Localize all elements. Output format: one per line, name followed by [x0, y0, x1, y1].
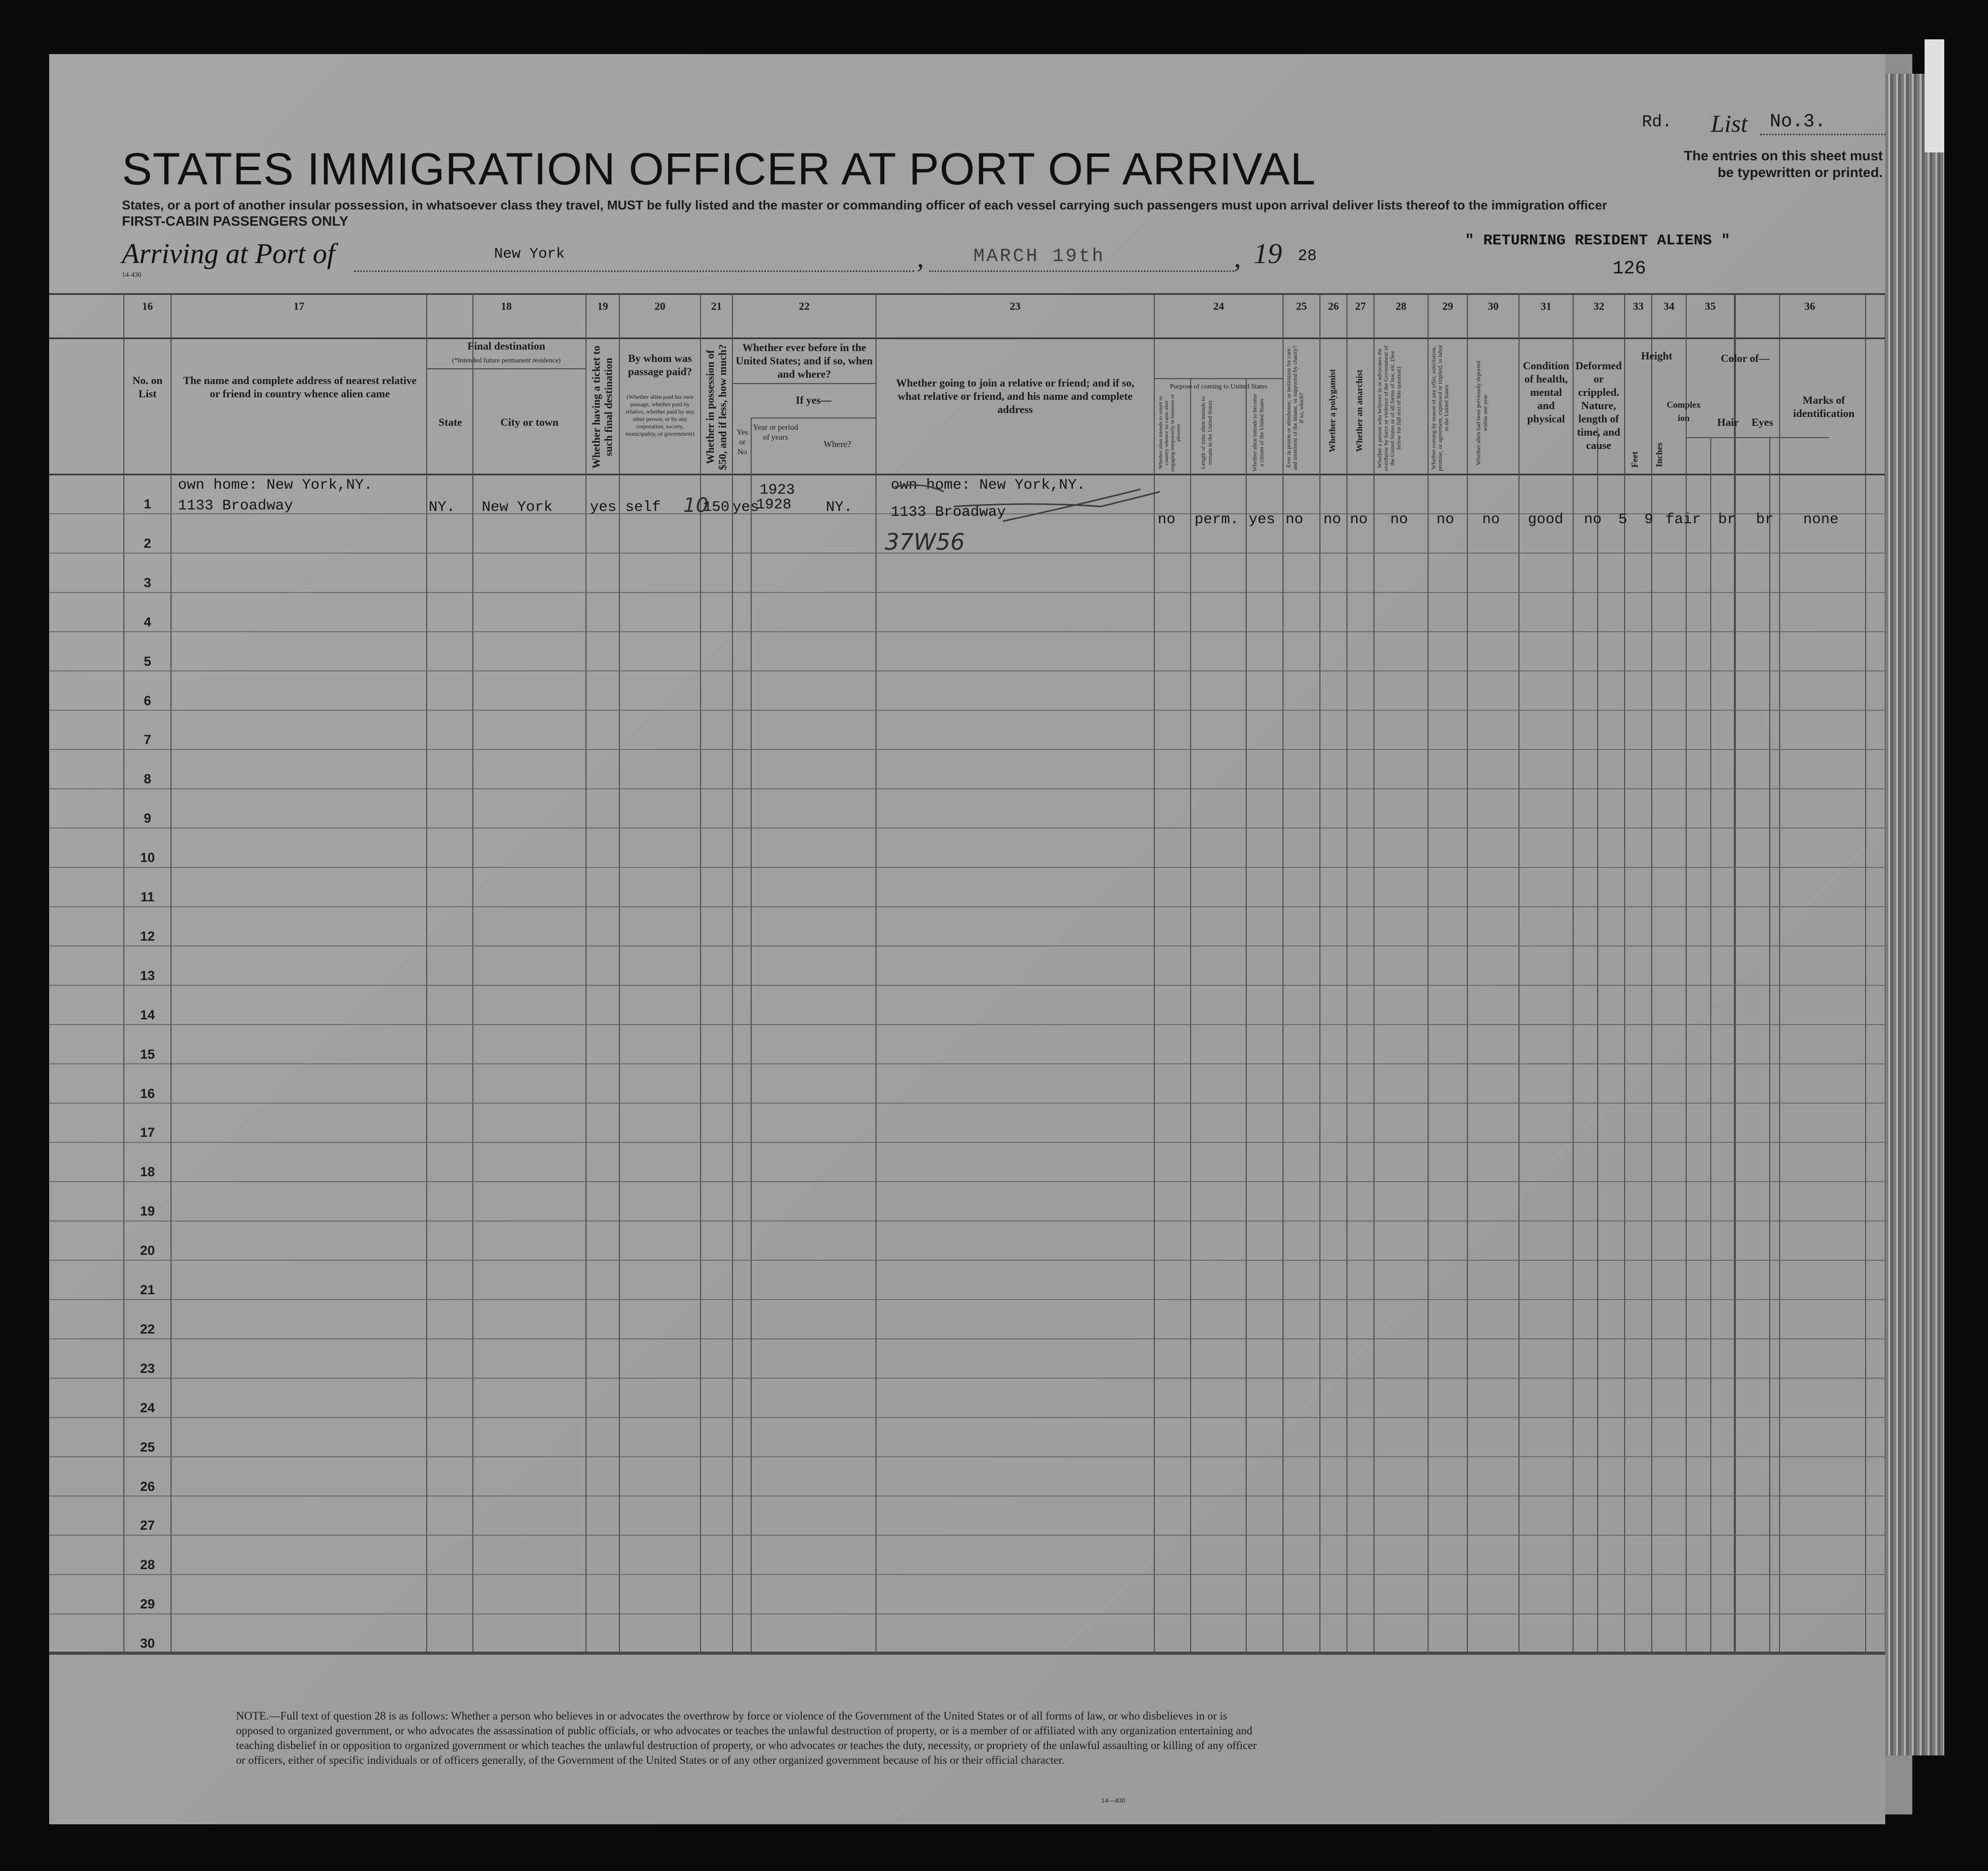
header-polygamist: Whether a polygamist	[1327, 369, 1337, 452]
row-number: 10	[140, 850, 155, 865]
header-anarchist: Whether an anarchist	[1354, 369, 1364, 452]
row-number: 6	[144, 693, 151, 708]
col-27: 27	[1355, 300, 1366, 312]
header-health: Condition of health, mental and physical	[1522, 359, 1570, 425]
row-number: 24	[140, 1400, 155, 1415]
header-deported: Whether alien had been previously deported within one year	[1475, 360, 1489, 466]
header-citizen-intent: Whether alien intends to become a citizen of the United States	[1251, 394, 1265, 472]
row-number: 4	[144, 614, 151, 629]
date-stamp: MARCH 19th	[973, 246, 1106, 267]
row-number: 18	[140, 1164, 155, 1180]
relative-address-line1: own home: New York,NY.	[178, 477, 373, 494]
list-number: No.3.	[1770, 111, 1826, 132]
row-number: 22	[140, 1321, 155, 1336]
row-number: 1	[144, 497, 151, 511]
page-stack-edge	[1885, 74, 1944, 1755]
overthrow-value: no	[1390, 511, 1408, 528]
row-number: 15	[140, 1046, 155, 1062]
header-yes-no: Yes or No	[736, 428, 748, 456]
row-number: 12	[140, 928, 155, 944]
header-complexion: Complexion	[1666, 400, 1701, 423]
row-number: 5	[144, 653, 151, 669]
row-number: 13	[140, 968, 155, 983]
row-number: 20	[140, 1243, 155, 1258]
prison-value: no	[1286, 511, 1304, 528]
header-before-us: Whether ever before in the United States; and if so, when and where?	[735, 341, 873, 380]
header-final-destination-note: (*Intended future permanent residence)	[452, 357, 561, 364]
feet-value: 5	[1618, 511, 1628, 528]
list-label: List	[1711, 110, 1748, 137]
join-address-line2: 1133 Broadway	[891, 504, 1006, 521]
row-number: 16	[140, 1086, 155, 1101]
col-17: 17	[293, 300, 304, 312]
row-number: 30	[140, 1636, 155, 1651]
header-passage-paid: By whom was passage paid?	[628, 352, 692, 378]
year-prefix: 19	[1254, 238, 1282, 269]
row-number: 7	[144, 732, 151, 747]
deformed-value: no	[1584, 511, 1602, 528]
row-number: 8	[144, 772, 151, 787]
header-marks: Marks of identification	[1793, 394, 1855, 419]
header-feet: Feet	[1630, 451, 1639, 468]
hair-value: br	[1718, 511, 1736, 528]
header-overthrow: Whether a person who believes in or advocates the overthrow by force or violence of the Government of the United States or of all forms of law, etc. (See below for full text of this question)	[1376, 345, 1402, 471]
entries-note: The entries on this sheet must be typewritten or printed.	[1684, 148, 1883, 180]
col-28: 28	[1396, 300, 1406, 312]
join-address-line1: own home: New York,NY.	[891, 477, 1086, 494]
col-32: 32	[1593, 300, 1605, 312]
row-number: 14	[140, 1007, 155, 1022]
relative-address-line2: 1133 Broadway	[178, 498, 293, 514]
header-length-stay: Length of time alien intends to remain in the United States	[1199, 396, 1213, 469]
header-labor-offer: Whether coming by reason of any offer, solicitation, promise, or agreement, expressed or implied, to labor in the United States	[1430, 345, 1450, 472]
row-number: 2	[144, 535, 151, 551]
row-number: 29	[140, 1597, 155, 1612]
row-number: 11	[140, 890, 155, 904]
paid-by-value: self	[625, 499, 661, 516]
paid-by-handwritten-mark: 10	[683, 494, 708, 517]
row-number: 19	[140, 1204, 155, 1219]
citizen-value: yes	[1249, 511, 1276, 528]
complexion-value: fair	[1666, 511, 1701, 528]
col-24: 24	[1213, 300, 1224, 312]
col-23: 23	[1010, 300, 1021, 312]
header-deformed: Deformed or crippled. Nature, length of time, and cause	[1575, 359, 1622, 451]
header-ticket: Whether having a ticket to such final destination	[590, 345, 614, 469]
category-label: " RETURNING RESIDENT ALIENS "	[1465, 232, 1730, 249]
ticket-value: yes	[590, 499, 617, 516]
first-cabin-label: FIRST-CABIN PASSENGERS ONLY	[122, 213, 349, 229]
footnote-text: NOTE.—Full text of question 28 is as follows: Whether a person who believes in or advocates the overthrow by force or violence of the Government of the United States or of all forms of law, or who disbelieves in or is opposed to organized government, or who advocates the assassination of public officials, or who advocates or teaches the unlawful destruction of property, or is a member of or affiliated with any organization entertaining and teaching disbelief in or opposition to organized government or which teaches the unlawful destruction of property, or who advocates or teaches the duty, necessity, or propriety of the unlawful assaulting or killing of any officer or officers, either of specific individuals or of officers generally, of the Government of the United States or of any other organized government because of his or their official character.	[236, 1710, 1257, 1766]
header-passage-paid-note: (Whether alien paid his own passage, whether paid by relative, whether paid by any other person, or by any corporation, society, municipality, or government)	[625, 393, 695, 437]
comma-2: ,	[1234, 241, 1241, 273]
header-money: Whether in possession of $50, and if less, how much?	[704, 344, 729, 470]
row-number: 27	[140, 1518, 155, 1533]
length-stay-value: perm.	[1195, 511, 1239, 528]
list-prefix: Rd.	[1642, 113, 1672, 132]
money-value: 150	[703, 499, 730, 516]
header-where: Where?	[823, 439, 851, 449]
header-relative-address: The name and complete address of nearest relative or friend in country whence alien came	[183, 374, 417, 400]
row-number: 3	[144, 575, 151, 590]
city-value: New York	[482, 499, 553, 516]
col-19: 19	[597, 300, 608, 312]
header-height: Height	[1641, 350, 1672, 362]
arriving-label: Arriving at Port of	[122, 238, 335, 269]
sheet-number: 126	[1612, 258, 1646, 279]
header-hair: Hair	[1717, 416, 1739, 428]
year-value-1: 1923	[760, 482, 795, 499]
col-25: 25	[1296, 300, 1307, 312]
row-number: 9	[144, 811, 151, 826]
header-inches: Inches	[1654, 443, 1664, 468]
header-year: Year or period of years	[753, 423, 798, 442]
row-number: 23	[140, 1361, 155, 1376]
col-20: 20	[654, 300, 666, 312]
row-number: 25	[140, 1439, 155, 1455]
comma-1: ,	[917, 241, 924, 273]
rules-text: States, or a port of another insular possession, in whatsoever class they travel, MUST be fully listed and the master or commanding officer of each vessel carrying such passengers must upon arrival deliver lists thereof to the immigration officer	[122, 198, 1608, 212]
header-color-of: Color of—	[1721, 352, 1770, 364]
col-35: 35	[1705, 300, 1716, 312]
header-city: City or town	[500, 416, 559, 428]
header-purpose: Purpose of coming to United States	[1169, 383, 1268, 390]
col-31: 31	[1541, 300, 1551, 312]
header-state: State	[439, 416, 462, 428]
header-return-intent: Whether alien intends to return to country whence he came after engaging temporarily in business or pleasure	[1158, 394, 1181, 472]
header-prison: Ever in prison or almshouse, or institution for care and treatment of the insane, or supported by charity? If so, which?	[1285, 346, 1305, 471]
manifest-grid	[49, 54, 1885, 1824]
state-value: NY.	[429, 499, 456, 516]
header-final-destination: Final destination	[467, 340, 546, 352]
row-number: 28	[140, 1557, 155, 1573]
col-33: 33	[1633, 300, 1644, 312]
form-mark: 14-430	[122, 271, 142, 279]
row-number: 26	[140, 1479, 155, 1494]
footnote-form-code: 14—430	[1101, 1797, 1125, 1805]
row-number: 21	[140, 1282, 155, 1297]
col-34: 34	[1664, 300, 1674, 312]
year-value-2: 1928	[756, 497, 792, 513]
col-16: 16	[142, 300, 153, 312]
marks-value: none	[1803, 511, 1839, 528]
header-if-yes: If yes—	[795, 394, 832, 406]
header-no-on-list: No. on List	[132, 374, 163, 400]
return-intent-value: no	[1158, 511, 1176, 528]
inches-value: 9	[1644, 511, 1654, 528]
deported-value: no	[1482, 511, 1500, 528]
eyes-value: br	[1756, 511, 1774, 528]
before-us-value: yes	[732, 499, 760, 516]
col-22: 22	[799, 300, 810, 312]
page-edge-highlight	[1925, 39, 1944, 152]
row-number: 17	[140, 1125, 155, 1140]
polygamist-value: no	[1323, 511, 1342, 528]
col-29: 29	[1442, 300, 1453, 312]
port-value: New York	[494, 246, 565, 263]
anarchist-value: no	[1350, 511, 1368, 528]
join-handwritten-address: 37W56	[885, 529, 965, 555]
page-title: STATES IMMIGRATION OFFICER AT PORT OF ARRIVAL	[122, 144, 1316, 194]
col-18: 18	[501, 300, 512, 312]
year-suffix: 28	[1298, 247, 1317, 265]
col-36: 36	[1804, 300, 1815, 312]
where-value: NY.	[826, 499, 853, 516]
col-26: 26	[1328, 300, 1339, 312]
header-join-relative: Whether going to join a relative or friend; and if so, what relative or friend, and his name and complete address	[896, 377, 1135, 416]
header-eyes: Eyes	[1752, 416, 1773, 428]
col-21: 21	[711, 300, 722, 312]
labor-offer-value: no	[1436, 511, 1455, 528]
handwritten-check-mark	[885, 472, 1170, 531]
col-30: 30	[1488, 300, 1499, 312]
health-value: good	[1528, 511, 1564, 528]
manifest-sheet	[49, 54, 1885, 1824]
